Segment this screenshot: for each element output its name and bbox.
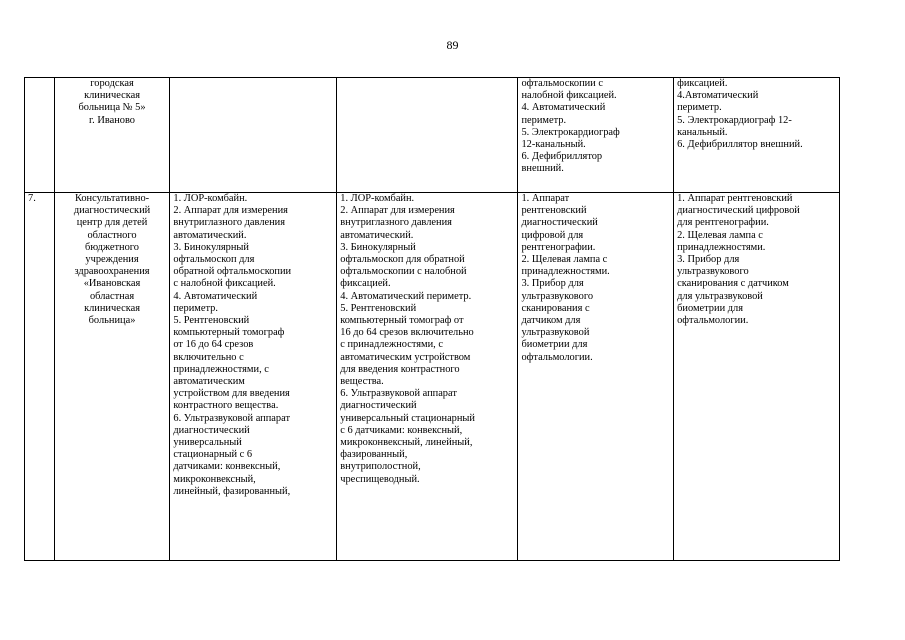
equipment-cell: фиксацией. 4.Автоматический периметр. 5. Электрокардиограф 12- канальный. 6. Дефибриллятор внешний.: [674, 78, 840, 193]
institution-name-cell: Консультативно- диагностический центр для детей областного бюджетного учреждения здравоохранения «Ивановская областная клиническая больница»: [54, 193, 170, 561]
equipment-cell: 1. ЛОР-комбайн. 2. Аппарат для измерения внутриглазного давления автоматический. 3. Бинокулярный офтальмоскоп для обратной офтальмоскопии с налобной фиксацией. 4. Автоматический периметр. 5. Рентгеновский компьютерный томограф от 16 до 64 срезов включительно с принадлежностями, с автоматическим устройством для введения контрастного вещества. 6. Ультразвуковой аппарат диагностический универсальный стационарный с 6 датчиками: конвексный, микроконвексный, линейный, фазированный,: [170, 193, 337, 561]
equipment-cell: 1. Аппарат рентгеновский диагностический цифровой для рентгенографии. 2. Щелевая лампа с принадлежностями. 3. Прибор для ультразвукового сканирования с датчиком для ультразвуковой биометрии для офтальмологии.: [674, 193, 840, 561]
equipment-cell: 1. ЛОР-комбайн. 2. Аппарат для измерения внутриглазного давления автоматический. 3. Бинокулярный офтальмоскоп для обратной офтальмоскопии с налобной фиксацией. 4. Автоматический периметр. 5. Рентгеновский компьютерный томограф от 16 до 64 срезов включительно с принадлежностями, с автоматическим устройством для введения контрастного вещества. 6. Ультразвуковой аппарат диагностический универсальный стационарный с 6 датчиками: конвексный, микроконвексный, линейный, фазированный, внутриполостной, чреспищеводный.: [337, 193, 518, 561]
equipment-cell: [337, 78, 518, 193]
table-row: [25, 193, 840, 561]
equipment-table: [24, 77, 840, 561]
equipment-cell: [170, 78, 337, 193]
table-row: [25, 78, 840, 193]
row-number-cell: [25, 78, 55, 193]
equipment-cell: офтальмоскопии с налобной фиксацией. 4. Автоматический периметр. 5. Электрокардиограф 12-канальный. 6. Дефибриллятор внешний.: [518, 78, 674, 193]
institution-name-cell: городская клиническая больница № 5» г. Иваново: [54, 78, 170, 193]
equipment-cell: 1. Аппарат рентгеновский диагностический цифровой для рентгенографии. 2. Щелевая лампа с принадлежностями. 3. Прибор для ультразвукового сканирования с датчиком для ультразвуковой биометрии для офтальмологии.: [518, 193, 674, 561]
page-number: 89: [446, 38, 459, 52]
row-number-cell: 7.: [25, 193, 55, 561]
